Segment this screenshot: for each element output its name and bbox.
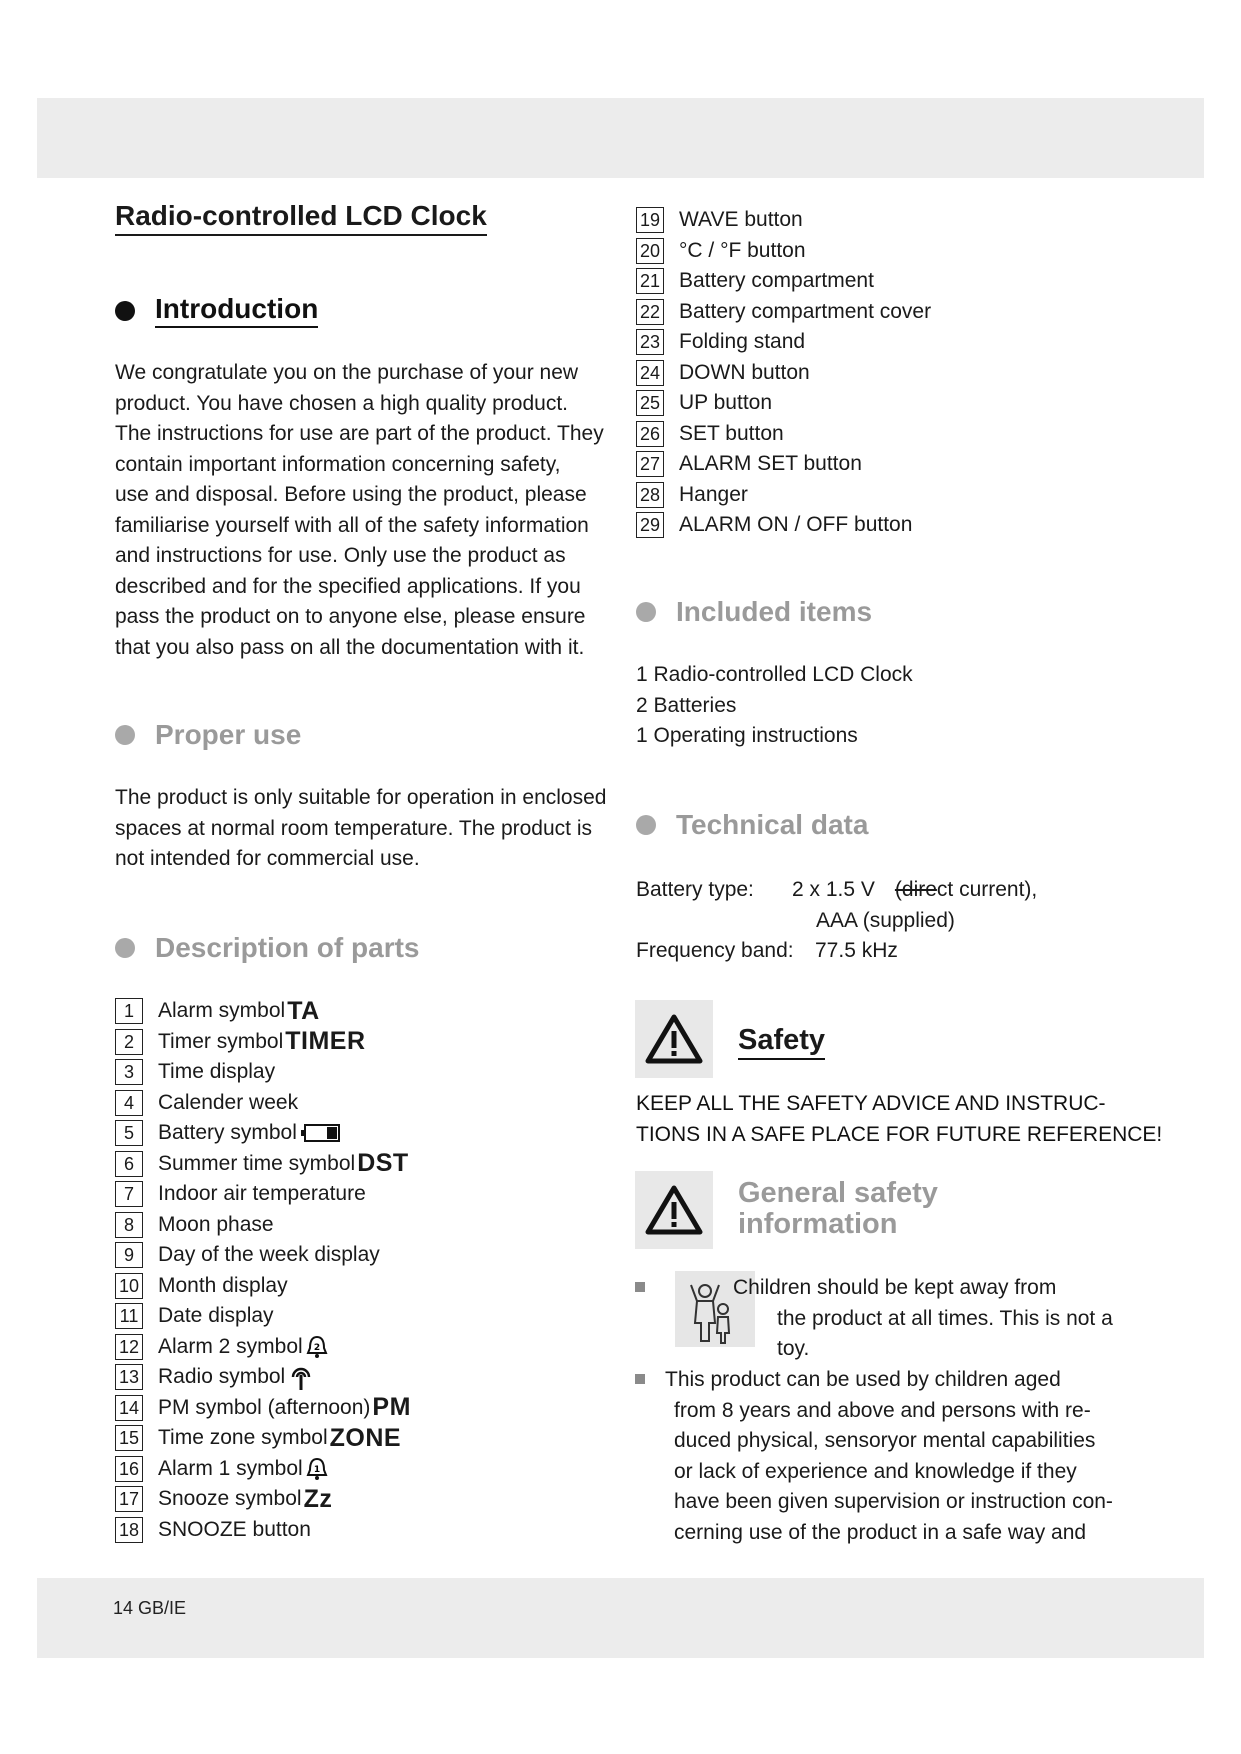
battery-struck-text: (dire: [894, 878, 937, 902]
text-line: The product is only suitable for operation in enclosed: [115, 786, 607, 809]
part-label: Moon phase: [158, 1212, 274, 1236]
text-line: toy.: [777, 1337, 810, 1360]
part-item: [115, 1088, 411, 1119]
part-label: Calender week: [158, 1090, 299, 1114]
part-item: [115, 1362, 411, 1393]
part-item: [115, 1515, 411, 1546]
text-line: We congratulate you on the purchase of your new: [115, 361, 579, 384]
part-number: 5: [115, 1120, 143, 1146]
part-label: SET button: [679, 421, 784, 445]
part-label: Battery symbol: [158, 1121, 297, 1145]
part-item: [115, 1057, 411, 1088]
text-line: This product can be used by children aged: [665, 1368, 1061, 1391]
frequency-label: Frequency band:: [636, 939, 794, 963]
text-line: contain important information concerning safety,: [115, 452, 561, 476]
text-line: from 8 years and above and persons with re-: [674, 1398, 1091, 1422]
part-number: 12: [115, 1334, 143, 1360]
text-line: the product at all times. This is not a: [777, 1306, 1113, 1330]
part-item: [636, 266, 931, 297]
part-item: [115, 1240, 411, 1271]
part-number: 26: [636, 421, 664, 447]
part-item: [636, 297, 931, 328]
part-item: [636, 449, 931, 480]
part-number: 23: [636, 329, 664, 355]
parts-list-left: [115, 996, 411, 1545]
text-line: The instructions for use are part of the product. They: [115, 422, 604, 445]
radio-antenna-icon: [288, 1363, 314, 1391]
part-number: 22: [636, 299, 664, 325]
included-heading: [636, 596, 872, 628]
part-symbol: TA: [287, 996, 320, 1025]
part-number: 10: [115, 1273, 143, 1299]
part-label: Timer symbol: [158, 1029, 284, 1053]
technical-data: [636, 875, 1037, 967]
part-number: 11: [115, 1303, 143, 1329]
title-line: General safety: [738, 1177, 938, 1209]
part-number: 18: [115, 1517, 143, 1543]
general-safety-title: [738, 1178, 938, 1240]
alarm-bell-2-icon: [306, 1335, 328, 1359]
safety-bullet-1: [733, 1273, 1113, 1365]
part-label: DOWN button: [679, 360, 810, 384]
part-label: Alarm symbol: [158, 999, 286, 1023]
part-number: 20: [636, 238, 664, 264]
part-label: ALARM ON / OFF button: [679, 513, 913, 537]
part-item: [115, 1484, 411, 1515]
part-number: 25: [636, 390, 664, 416]
bullet-dot-icon: [115, 301, 135, 321]
part-item: [115, 1454, 411, 1485]
part-item: [636, 236, 931, 267]
document-title: Radio-controlled LCD Clock: [115, 200, 487, 236]
proper-use-heading: [115, 719, 301, 751]
part-item: [636, 388, 931, 419]
page-number: 14 GB/IE: [113, 1598, 187, 1618]
frequency-value: 77.5 kHz: [815, 939, 898, 963]
part-number: 2: [115, 1029, 143, 1055]
description-heading: [115, 932, 419, 964]
included-list: [636, 660, 913, 752]
part-item: [115, 1423, 411, 1454]
part-symbol: ZONE: [329, 1423, 402, 1452]
part-number: 27: [636, 451, 664, 477]
part-item: [115, 996, 411, 1027]
title-line: information: [738, 1208, 898, 1240]
text-line: TIONS IN A SAFE PLACE FOR FUTURE REFERENCE!: [636, 1123, 1163, 1146]
part-number: 8: [115, 1212, 143, 1238]
part-item: [115, 1027, 411, 1058]
alarm-bell-1-icon: [306, 1457, 328, 1481]
battery-row: [636, 875, 1037, 906]
part-item: [115, 1393, 411, 1424]
part-item: [115, 1301, 411, 1332]
part-number: 14: [115, 1395, 143, 1421]
part-label: Indoor air temperature: [158, 1182, 366, 1206]
text-line: that you also pass on all the documentation with it.: [115, 635, 585, 659]
footer-band: [37, 1578, 1204, 1658]
battery-icon: [300, 1122, 342, 1144]
battery-row-2: [636, 906, 1037, 937]
battery-qty: 2 x 1.5 V: [792, 878, 875, 902]
part-label: Battery compartment cover: [679, 299, 932, 323]
part-item: [115, 1118, 411, 1149]
part-number: 29: [636, 512, 664, 538]
text-line: pass the product on to anyone else, please ensure: [115, 605, 586, 628]
part-label: Day of the week display: [158, 1243, 380, 1267]
part-number: 19: [636, 207, 664, 233]
included-item: 1 Radio-controlled LCD Clock: [636, 663, 913, 686]
part-item: [636, 510, 931, 541]
part-label: Time display: [158, 1060, 276, 1084]
proper-use-title: Proper use: [155, 719, 302, 750]
part-label: Date display: [158, 1304, 274, 1328]
part-item: [115, 1179, 411, 1210]
bullet-dot-icon: [115, 725, 135, 745]
safety-title: Safety: [738, 1024, 825, 1060]
technical-title: Technical data: [676, 809, 869, 840]
text-line: and instructions for use. Only use the product as: [115, 544, 566, 567]
part-number: 15: [115, 1425, 143, 1451]
part-item: [636, 419, 931, 450]
part-item: [636, 358, 931, 389]
part-number: 17: [115, 1486, 143, 1512]
part-symbol: TIMER: [285, 1027, 366, 1056]
warning-triangle-icon: [635, 1000, 713, 1078]
text-line: use and disposal. Before using the product, please: [115, 483, 587, 506]
part-number: 1: [115, 998, 143, 1024]
included-item: 1 Operating instructions: [636, 724, 858, 747]
included-title: Included items: [676, 596, 873, 627]
introduction-text: [115, 358, 604, 663]
part-number: 6: [115, 1151, 143, 1177]
part-label: Battery compartment: [679, 269, 874, 293]
part-label: SNOOZE button: [158, 1517, 311, 1541]
proper-use-text: [115, 783, 606, 875]
text-line: duced physical, sensoryor mental capabilities: [674, 1429, 1096, 1452]
part-label: Alarm 2 symbol: [158, 1334, 303, 1358]
part-number: 4: [115, 1090, 143, 1116]
introduction-heading: [115, 293, 318, 328]
part-label: °C / °F button: [679, 238, 806, 262]
battery-line2: AAA (supplied): [816, 908, 955, 932]
bullet-dot-icon: [115, 938, 135, 958]
part-item: [636, 205, 931, 236]
part-number: 7: [115, 1181, 143, 1207]
warning-triangle-icon: [635, 1171, 713, 1249]
part-number: 13: [115, 1364, 143, 1390]
bullet-square-icon: [635, 1374, 645, 1384]
part-label: Month display: [158, 1273, 288, 1297]
part-item: [115, 1149, 411, 1180]
part-label: Time zone symbol: [158, 1426, 328, 1450]
part-item: [636, 480, 931, 511]
part-label: ALARM SET button: [679, 452, 862, 476]
part-number: 28: [636, 482, 664, 508]
part-label: Folding stand: [679, 330, 806, 354]
part-symbol: Zz: [303, 1484, 333, 1513]
description-title: Description of parts: [155, 932, 420, 963]
bullet-dot-icon: [636, 815, 656, 835]
text-line: familiarise yourself with all of the safety information: [115, 513, 589, 537]
part-symbol: PM: [372, 1393, 411, 1422]
part-item: [636, 327, 931, 358]
part-item: [115, 1332, 411, 1363]
part-label: Radio symbol: [158, 1365, 286, 1389]
part-label: Summer time symbol: [158, 1151, 356, 1175]
frequency-row: [636, 936, 1037, 967]
text-line: spaces at normal room temperature. The product is: [115, 816, 593, 840]
part-label: Alarm 1 symbol: [158, 1456, 303, 1480]
part-label: PM symbol (afternoon): [158, 1395, 371, 1419]
part-label: WAVE button: [679, 208, 803, 232]
parts-list-right: [636, 205, 931, 541]
part-number: 9: [115, 1242, 143, 1268]
part-item: [115, 1271, 411, 1302]
text-line: have been given supervision or instruction con-: [674, 1490, 1113, 1513]
battery-type-text: ct current),: [936, 878, 1038, 902]
battery-label: Battery type:: [636, 878, 754, 902]
text-line: product. You have chosen a high quality product.: [115, 391, 568, 415]
text-line: Children should be kept away from: [733, 1276, 1057, 1299]
text-line: cerning use of the product in a safe way and: [674, 1520, 1087, 1544]
part-symbol: DST: [357, 1149, 409, 1178]
part-item: [115, 1210, 411, 1241]
text-line: or lack of experience and knowledge if they: [674, 1459, 1077, 1483]
text-line: KEEP ALL THE SAFETY ADVICE AND INSTRUC-: [636, 1092, 1106, 1115]
part-number: 21: [636, 268, 664, 294]
included-item: 2 Batteries: [636, 693, 737, 717]
text-line: not intended for commercial use.: [115, 847, 420, 870]
part-label: UP button: [679, 391, 773, 415]
svg-text:1: 1: [313, 1464, 320, 1475]
bullet-dot-icon: [636, 602, 656, 622]
technical-heading: [636, 809, 868, 841]
part-label: Hanger: [679, 482, 748, 506]
safety-caps-notice: [636, 1088, 1162, 1150]
part-number: 16: [115, 1456, 143, 1482]
text-line: described and for the specified applications. If you: [115, 574, 581, 598]
svg-text:2: 2: [313, 1342, 320, 1353]
header-band: [37, 98, 1204, 178]
safety-bullet-2: [665, 1365, 1113, 1548]
bullet-square-icon: [635, 1282, 645, 1292]
introduction-title: Introduction: [155, 293, 318, 328]
part-number: 3: [115, 1059, 143, 1085]
part-label: Snooze symbol: [158, 1487, 302, 1511]
part-number: 24: [636, 360, 664, 386]
